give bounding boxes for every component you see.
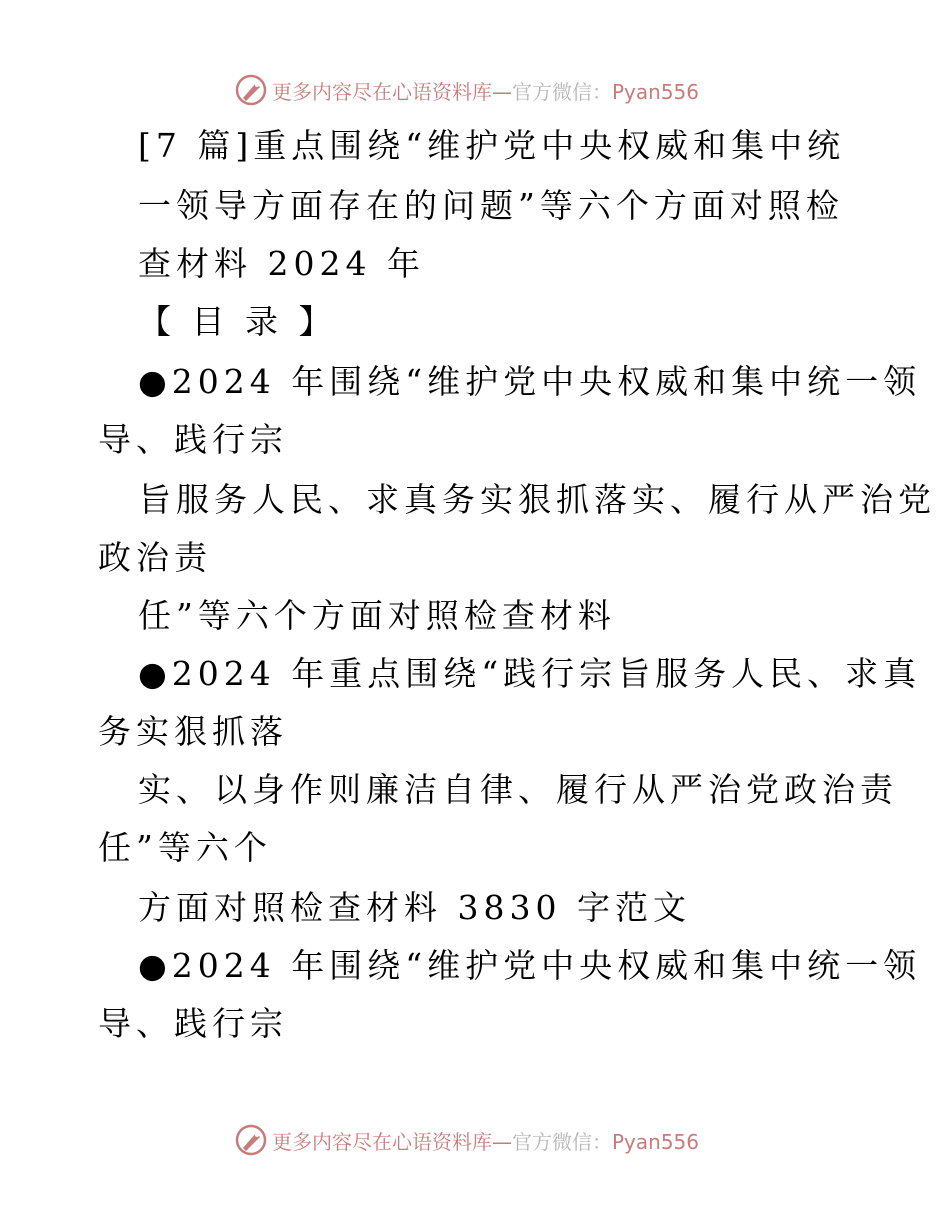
- pen-nib-icon: [234, 73, 268, 107]
- toc-item-1-line-2: 导、践行宗: [98, 420, 288, 459]
- watermark-text: 更多内容尽在心语资料库—官方微信：Pyan556: [272, 79, 700, 104]
- footer-watermark: [234, 1122, 754, 1158]
- toc-item-1-line-5: 任”等六个方面对照检查材料: [138, 596, 616, 635]
- doc-title-line-1: [7 篇]重点围绕“维护党中央权威和集中统: [138, 126, 846, 165]
- pen-nib-icon: [234, 1123, 268, 1157]
- toc-item-2-line-3: 实、以身作则廉洁自律、履行从严治党政治责: [138, 770, 898, 809]
- toc-item-1-line-1: ●2024 年围绕“维护党中央权威和集中统一领: [138, 362, 922, 401]
- toc-item-2-line-4: 任”等六个: [98, 828, 272, 867]
- doc-title-line-3: 查材料 2024 年: [138, 244, 425, 283]
- toc-item-2-line-2: 务实狠抓落: [98, 712, 288, 751]
- toc-heading: 【 目 录 】: [138, 302, 337, 341]
- header-watermark: [234, 72, 754, 108]
- toc-item-1-line-4: 政治责: [98, 538, 212, 577]
- toc-item-1-line-3: 旨服务人民、求真务实狠抓落实、履行从严治党: [138, 480, 936, 519]
- watermark-text: 更多内容尽在心语资料库—官方微信：Pyan556: [272, 1129, 700, 1154]
- toc-item-3-line-1: ●2024 年围绕“维护党中央权威和集中统一领: [138, 946, 922, 985]
- doc-title-line-2: 一领导方面存在的问题”等六个方面对照检: [138, 186, 844, 225]
- toc-item-2-line-1: ●2024 年重点围绕“践行宗旨服务人民、求真: [138, 654, 922, 693]
- toc-item-3-line-2: 导、践行宗: [98, 1004, 288, 1043]
- toc-item-2-line-5: 方面对照检查材料 3830 字范文: [138, 888, 691, 927]
